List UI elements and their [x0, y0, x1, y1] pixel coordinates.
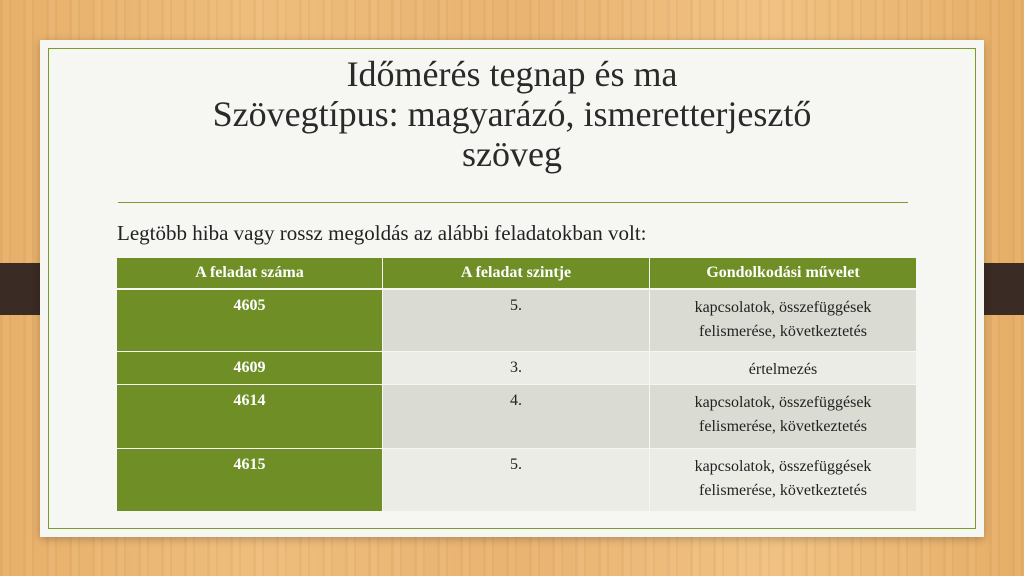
header-task-number: A feladat száma	[117, 258, 383, 290]
slide	[40, 40, 984, 537]
header-task-level: A feladat szintje	[383, 258, 650, 290]
task-operation-cell	[650, 384, 917, 448]
task-operation-cell	[650, 448, 917, 511]
table-row	[117, 384, 917, 448]
task-number-cell: 4609	[117, 351, 383, 384]
operation-line: kapcsolatok, összefüggések	[694, 457, 872, 475]
operation-line: értelmezés	[748, 360, 818, 378]
title-line-1: Időmérés tegnap és ma	[346, 54, 678, 94]
task-level-cell: 3.	[383, 351, 650, 384]
intro-text: Legtöbb hiba vagy rossz megoldás az alábbi feladatokban volt:	[117, 221, 647, 245]
task-table	[116, 257, 917, 512]
table-header-row	[117, 258, 917, 290]
task-number-cell: 4605	[117, 289, 383, 351]
operation-line: felismerése, következtetés	[699, 323, 867, 340]
operation-line: felismerése, következtetés	[699, 417, 867, 435]
slide-title	[100, 54, 924, 174]
task-number-cell: 4614	[117, 384, 383, 448]
title-divider	[118, 202, 908, 203]
title-line-3: szöveg	[462, 134, 562, 174]
operation-line: felismerése, következtetés	[699, 481, 867, 499]
task-level-cell: 4.	[383, 384, 650, 448]
table-row	[117, 351, 917, 384]
task-level-cell: 5.	[383, 289, 650, 351]
header-thinking-operation: Gondolkodási művelet	[650, 258, 917, 290]
table-row	[117, 289, 917, 351]
task-operation-cell	[650, 289, 917, 351]
task-operation-cell	[650, 351, 917, 384]
table-row	[117, 448, 917, 511]
operation-line: kapcsolatok, összefüggések	[694, 393, 872, 411]
task-level-cell: 5.	[383, 448, 650, 511]
operation-line: kapcsolatok, összefüggések	[694, 299, 872, 316]
task-number-cell: 4615	[117, 448, 383, 511]
title-line-2: Szövegtípus: magyarázó, ismeretterjesztő	[212, 94, 812, 134]
